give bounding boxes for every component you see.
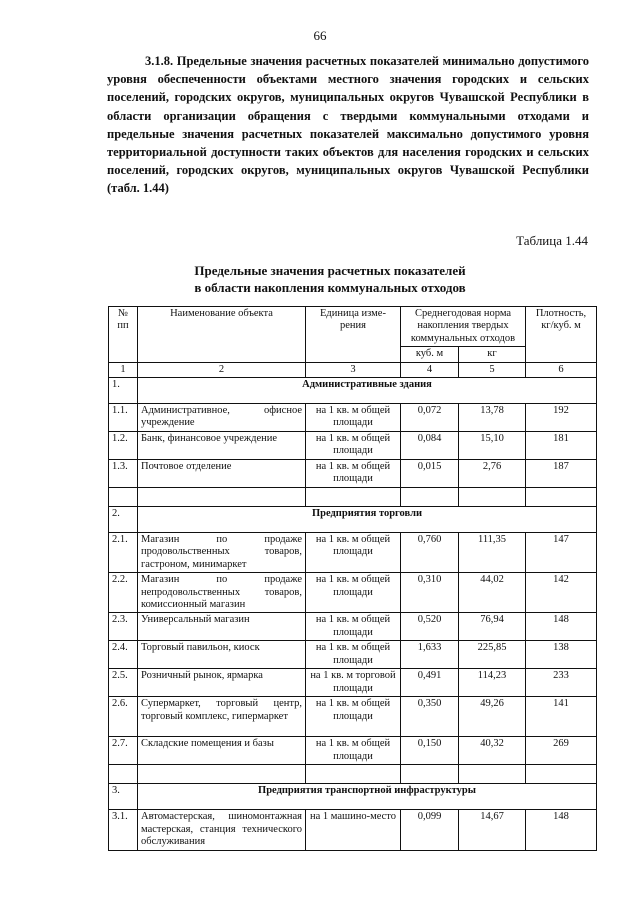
row-name: Магазин по продаже непродовольственных товаров, комиссионный магазин (138, 573, 306, 613)
row-name: Почтовое отделение (138, 460, 306, 488)
row-num: 1.2. (109, 432, 138, 460)
row-density: 138 (526, 641, 597, 669)
header-density: Плотность, кг/куб. м (526, 307, 597, 363)
column-number: 5 (459, 362, 526, 377)
row-m3: 0,520 (401, 613, 459, 641)
category-row (109, 507, 597, 533)
row-kg: 49,26 (459, 697, 526, 737)
waste-norms-table (108, 306, 597, 851)
header-kg: кг (459, 347, 526, 362)
row-name: Торговый павильон, киоск (138, 641, 306, 669)
row-m3: 1,633 (401, 641, 459, 669)
row-num: 2.4. (109, 641, 138, 669)
row-num: 2.3. (109, 613, 138, 641)
column-number: 3 (306, 362, 401, 377)
table-row (109, 697, 597, 737)
row-name: Складские помещения и базы (138, 737, 306, 765)
row-num: 2.6. (109, 697, 138, 737)
row-m3: 0,150 (401, 737, 459, 765)
category-row (109, 378, 597, 404)
table-row (109, 460, 597, 488)
table-row (109, 573, 597, 613)
category-num: 3. (109, 784, 138, 810)
row-density: 142 (526, 573, 597, 613)
row-num: 2.2. (109, 573, 138, 613)
row-unit: на 1 кв. м общей площади (306, 697, 401, 737)
row-kg: 114,23 (459, 669, 526, 697)
column-number: 4 (401, 362, 459, 377)
row-num: 2.1. (109, 533, 138, 573)
category-num: 1. (109, 378, 138, 404)
row-kg: 44,02 (459, 573, 526, 613)
table-row (109, 737, 597, 765)
row-m3: 0,099 (401, 810, 459, 850)
column-number: 2 (138, 362, 306, 377)
row-unit: на 1 кв. м общей площади (306, 432, 401, 460)
row-name: Супермаркет, торговый центр, торговый комплекс, гипермаркет (138, 697, 306, 737)
row-unit: на 1 кв. м общей площади (306, 460, 401, 488)
row-num: 2.7. (109, 737, 138, 765)
row-kg: 14,67 (459, 810, 526, 850)
row-density: 141 (526, 697, 597, 737)
column-number: 6 (526, 362, 597, 377)
row-density: 233 (526, 669, 597, 697)
row-density: 148 (526, 613, 597, 641)
row-num: 2.5. (109, 669, 138, 697)
row-unit: на 1 кв. м общей площади (306, 404, 401, 432)
row-name: Административное, офисное учреждение (138, 404, 306, 432)
row-name: Автомастерская, шиномонтажная мастерская, станция технического обслуживания (138, 810, 306, 850)
row-name: Магазин по продаже продовольственных товаров, гастроном, минимаркет (138, 533, 306, 573)
row-m3: 0,072 (401, 404, 459, 432)
header-name: Наименование объекта (138, 307, 306, 363)
table-row (109, 641, 597, 669)
table-row (109, 533, 597, 573)
row-name: Банк, финансовое учреждение (138, 432, 306, 460)
row-num: 3.1. (109, 810, 138, 850)
row-density: 181 (526, 432, 597, 460)
row-unit: на 1 кв. м общей площади (306, 737, 401, 765)
row-m3: 0,015 (401, 460, 459, 488)
row-num: 1.3. (109, 460, 138, 488)
row-m3: 0,760 (401, 533, 459, 573)
table-title-line1: Предельные значения расчетных показателей (194, 263, 466, 278)
table-row (109, 613, 597, 641)
table-title-line2: в области накопления коммунальных отходов (194, 280, 466, 295)
header-m3: куб. м (401, 347, 459, 362)
header-unit: Единица изме-рения (306, 307, 401, 363)
row-unit: на 1 кв. м общей площади (306, 533, 401, 573)
row-m3: 0,084 (401, 432, 459, 460)
category-num: 2. (109, 507, 138, 533)
row-unit: на 1 кв. м общей площади (306, 641, 401, 669)
row-m3: 0,310 (401, 573, 459, 613)
row-name: Розничный рынок, ярмарка (138, 669, 306, 697)
row-density: 187 (526, 460, 597, 488)
header-num: № пп (109, 307, 138, 363)
row-num: 1.1. (109, 404, 138, 432)
row-name: Универсальный магазин (138, 613, 306, 641)
row-unit: на 1 кв. м общей площади (306, 613, 401, 641)
row-density: 147 (526, 533, 597, 573)
header-norm: Среднегодовая норма накопления твердых коммунальных отходов (401, 307, 526, 347)
row-unit: на 1 машино-место (306, 810, 401, 850)
row-m3: 0,350 (401, 697, 459, 737)
row-kg: 111,35 (459, 533, 526, 573)
row-kg: 225,85 (459, 641, 526, 669)
row-m3: 0,491 (401, 669, 459, 697)
table-title (0, 262, 640, 296)
row-kg: 15,10 (459, 432, 526, 460)
row-kg: 13,78 (459, 404, 526, 432)
table-row (109, 669, 597, 697)
category-row (109, 784, 597, 810)
column-number: 1 (109, 362, 138, 377)
page-number: 66 (313, 28, 327, 43)
category-name: Административные здания (138, 378, 597, 404)
section-heading: 3.1.8. Предельные значения расчетных показателей минимально допустимого уровня обеспеченности объектами местного значения городских и сельских поселений, городских округов, муниципальных округов Чувашской Республики в области организации обращения с твердыми коммунальными отходами и предельные значения расчетных показателей максимально допустимого уровня территориальной доступности таких объектов для населения городских и сельских поселений, городских округов, муниципальных округов Чувашской Республики (табл. 1.44) (107, 54, 589, 196)
table-label: Таблица 1.44 (516, 233, 588, 248)
category-name: Предприятия торговли (138, 507, 597, 533)
row-density: 269 (526, 737, 597, 765)
category-name: Предприятия транспортной инфраструктуры (138, 784, 597, 810)
row-density: 192 (526, 404, 597, 432)
row-kg: 40,32 (459, 737, 526, 765)
spacer-row (109, 765, 597, 784)
row-kg: 76,94 (459, 613, 526, 641)
table-row (109, 810, 597, 850)
table-row (109, 404, 597, 432)
row-unit: на 1 кв. м торговой площади (306, 669, 401, 697)
spacer-row (109, 488, 597, 507)
column-number-row (109, 362, 597, 377)
row-density: 148 (526, 810, 597, 850)
row-kg: 2,76 (459, 460, 526, 488)
table-row (109, 432, 597, 460)
row-unit: на 1 кв. м общей площади (306, 573, 401, 613)
